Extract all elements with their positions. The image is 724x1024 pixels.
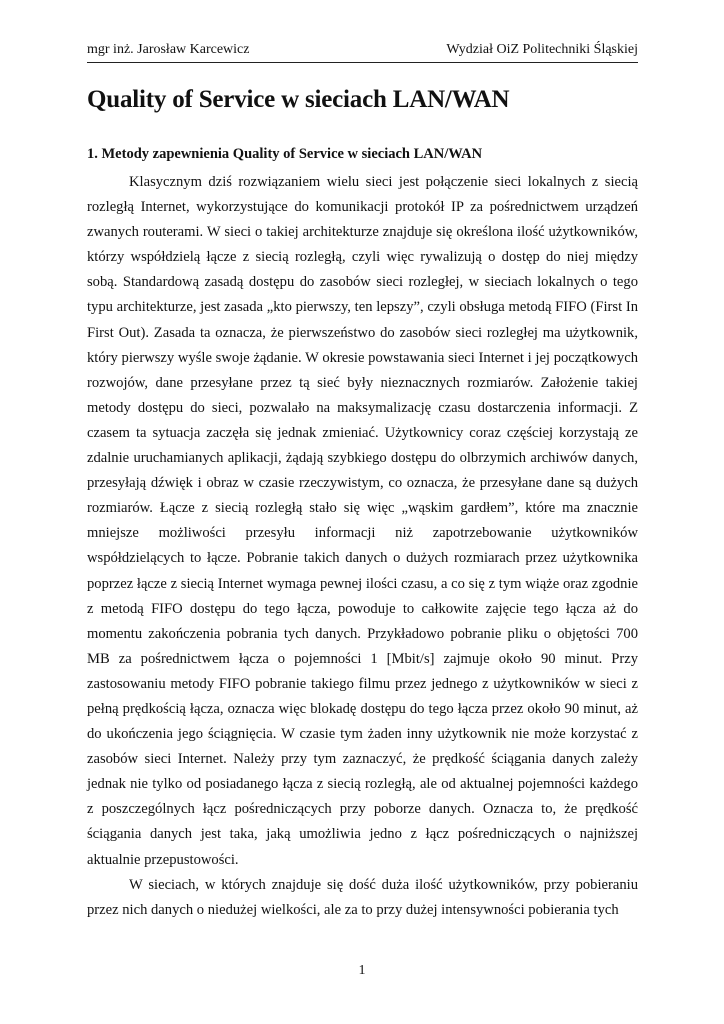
section-heading: 1. Metody zapewnienia Quality of Service w sieciach LAN/WAN <box>87 146 483 162</box>
body-text <box>87 170 638 923</box>
page-number: 1 <box>358 963 366 978</box>
paragraph: W sieciach, w których znajduje się dość duża ilość użytkowników, przy pobieraniu przez nich danych o niedużej wielkości, ale za to przy dużej intensywności pobierania tych <box>87 876 638 918</box>
header-institution: Wydział OiZ Politechniki Śląskiej <box>446 42 638 57</box>
page-header <box>87 40 638 63</box>
document-title: Quality of Service w sieciach LAN/WAN <box>87 86 510 113</box>
paragraph: Klasycznym dziś rozwiązaniem wielu sieci jest połączenie sieci lokalnych z siecią rozległą Internet, wykorzystujące do komunikacji protokół IP za pośrednictwem urządzeń zwanych routerami. W sieci o takiej architekturze znajduje się określona ilość użytkowników, którzy współdzielą łącze z siecią rozległą, czyli więc rywalizują o dostęp do niej między sobą. Standardową zasadą dostępu do zasobów sieci rozległej, w sieciach lokalnych o tego typu architekturze, jest zasada „kto pierwszy, ten lepszy”, czyli obsługa metodą FIFO (First In First Out). Zasada ta oznacza, że pierwszeństwo do zasobów sieci rozległej ma użytkownik, który pierwszy wyśle swoje żądanie. W okresie powstawania sieci Internet i jej początkowych rozwojów, dane przesyłane przez tą sieć były nieznacznych rozmiarów. Założenie takiej metody dostępu do sieci, pozwalało na maksymalizację czasu dostarczenia informacji. Z czasem ta sytuacja zaczęła się jednak zmieniać. Użytkownicy coraz częściej korzystają ze zdalnie uruchamianych aplikacji, żądają szybkiego dostępu do olbrzymich archiwów danych, przesyłają dźwięk i obraz w czasie rzeczywistym, co oznacza, że przesyłane dane są dużych rozmiarów. Łącze z siecią rozległą stało się więc „wąskim gardłem”, które ma znacznie mniejsze możliwości przesyłu informacji niż zapotrzebowanie użytkowników współdzielących to łącze. Pobranie takich danych o dużych rozmiarach przez użytkownika poprzez łącze z siecią Internet wymaga pewnej ilości czasu, a co się z tym wiąże oraz zgodnie z metodą FIFO dostępu do tego łącza, powoduje to całkowite zajęcie tego łącza aż do momentu zakończenia pobrania tych danych. Przykładowo pobranie pliku o objętości 700 MB za pośrednictwem łącza o pojemności 1 [Mbit/s] zajmuje około 90 minut. Przy zastosowaniu metody FIFO pobranie takiego filmu przez jednego z użytkowników w sieci z pełną prędkością łącza, oznacza więc blokadę dostępu do tego łącza przez około 90 minut, aż do ukończenia jego ściągnięcia. W czasie tym żaden inny użytkownik nie może korzystać z zasobów sieci Internet. Należy przy tym zaznaczyć, że prędkość ściągania danych zależy jednak nie tylko od posiadanego łącza z siecią rozległą, ale od aktualnej pojemności każdego z poszczególnych łącz pośredniczących przy poborze danych. Oznacza to, że prędkość ściągania danych jest taka, jaką umożliwia jedno z łącz pośredniczących o najniższej aktualnie przepustowości. <box>87 174 638 868</box>
header-author: mgr inż. Jarosław Karcewicz <box>87 42 250 57</box>
